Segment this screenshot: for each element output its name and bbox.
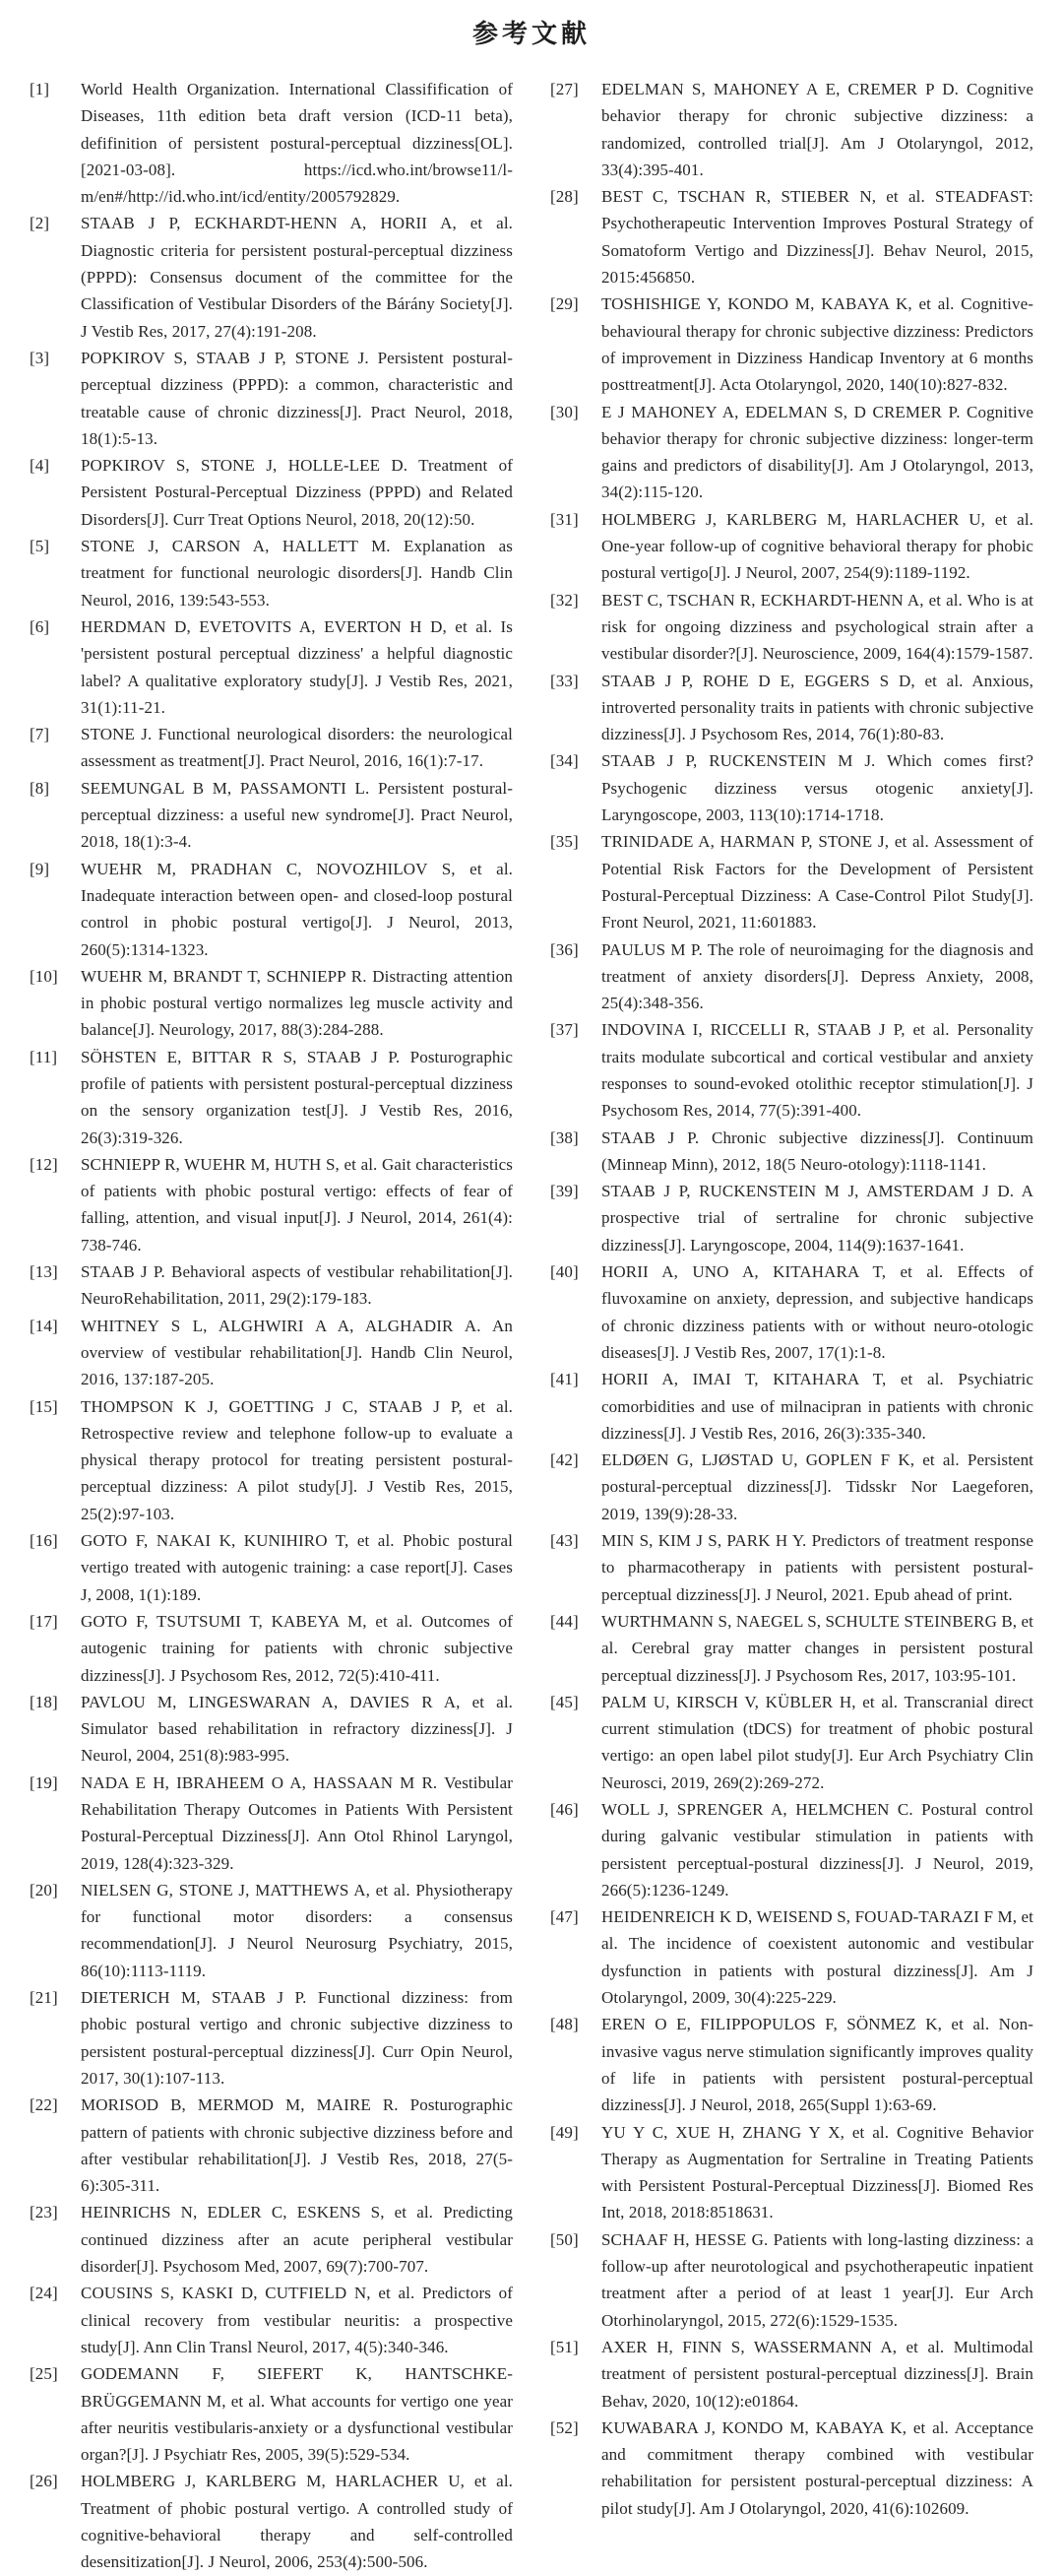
reference-item xyxy=(30,1877,513,1984)
reference-item xyxy=(30,2360,513,2468)
reference-number: [24] xyxy=(30,2284,58,2303)
reference-number: [43] xyxy=(550,1531,579,1551)
reference-text: NIELSEN G, STONE J, MATTHEWS A, et al. Physiotherapy for functional motor disorders: a consensus recommendation[J]. J Neurol Neurosurg Psychiatry, 2015, 86(10):1113-1119. xyxy=(81,1880,513,1980)
reference-text: EDELMAN S, MAHONEY A E, CREMER P D. Cognitive behavior therapy for chronic subjective dizziness: a randomized, controlled trial[J]. Am J Otolaryngol, 2012, 33(4):395-401. xyxy=(601,80,1033,179)
reference-number: [38] xyxy=(550,1127,579,1147)
reference-number: [18] xyxy=(30,1692,58,1711)
reference-text: HEIDENREICH K D, WEISEND S, FOUAD-TARAZI F M, et al. The incidence of coexistent autonomic and vestibular dysfunction in patients with postural dizziness[J]. Am J Otolaryngol, 2009, 30(4):225-229. xyxy=(601,1907,1033,2008)
reference-number: [4] xyxy=(30,456,50,476)
reference-item xyxy=(30,345,513,452)
reference-item xyxy=(550,1689,1033,1796)
reference-number: [26] xyxy=(30,2472,58,2491)
reference-item xyxy=(30,1984,513,2092)
reference-text: STAAB J P, ROHE D E, EGGERS S D, et al. Anxious, introverted personality traits in patients with chronic subjective dizziness[J]. J Psychosom Res, 2014, 76(1):80-83. xyxy=(601,671,1033,744)
reference-number: [40] xyxy=(550,1262,579,1282)
reference-item xyxy=(30,1770,513,1877)
reference-number: [31] xyxy=(550,509,579,529)
reference-text: WUEHR M, BRANDT T, SCHNIEPP R. Distracting attention in phobic postural vertigo normalizes leg muscle activity and balance[J]. Neurology, 2017, 88(3):284-288. xyxy=(81,966,513,1040)
reference-item xyxy=(550,399,1033,506)
reference-text: STONE J, CARSON A, HALLETT M. Explanation as treatment for functional neurologic disorders[J]. Handb Clin Neurol, 2016, 139:543-553. xyxy=(81,537,513,610)
references-columns xyxy=(30,76,1033,2576)
reference-number: [7] xyxy=(30,725,50,744)
reference-item xyxy=(550,1016,1033,1124)
reference-number: [34] xyxy=(550,751,579,771)
reference-item xyxy=(30,1258,513,1313)
reference-item xyxy=(550,1796,1033,1903)
reference-item xyxy=(550,936,1033,1017)
reference-item xyxy=(550,76,1033,183)
reference-number: [28] xyxy=(550,187,579,207)
reference-number: [47] xyxy=(550,1907,579,1927)
reference-number: [16] xyxy=(30,1531,58,1551)
reference-number: [9] xyxy=(30,859,50,878)
reference-text: MORISOD B, MERMOD M, MAIRE R. Posturographic pattern of patients with chronic subjective dizziness before and after vestibular rehabilitation[J]. J Vestib Res, 2018, 27(5-6):305-311. xyxy=(81,2095,513,2196)
references-column-left xyxy=(30,76,513,2576)
reference-text: STAAB J P. Behavioral aspects of vestibular rehabilitation[J]. NeuroRehabilitation, 2011, 29(2):179-183. xyxy=(81,1262,513,1309)
reference-number: [10] xyxy=(30,966,58,986)
reference-text: HOLMBERG J, KARLBERG M, HARLACHER U, et al. Treatment of phobic postural vertigo. A controlled study of cognitive-behavioral therapy and self-controlled desensitization[J]. J Neurol, 2006, 253(4):500-506. xyxy=(81,2472,513,2572)
reference-item xyxy=(30,1527,513,1608)
reference-text: World Health Organization. International Classifification of Diseases, 11th edition beta draft version (ICD-11 beta), defifinition of persistent postural-perceptual dizziness[OL]. [2021-03-08]. https://icd.who.int/browse11/l-m/en#/http://id.who.int/icd/entity/2005792829. xyxy=(81,80,513,207)
reference-number: [46] xyxy=(550,1800,579,1819)
reference-item xyxy=(30,613,513,721)
reference-item xyxy=(30,2468,513,2575)
reference-number: [11] xyxy=(30,1047,58,1066)
reference-text: THOMPSON K J, GOETTING J C, STAAB J P, et al. Retrospective review and telephone follow-up to evaluate a physical therapy protocol for treating persistent postural-perceptual dizziness: A pilot study[J]. J Vestib Res, 2015, 25(2):97-103. xyxy=(81,1396,513,1523)
reference-number: [49] xyxy=(550,2122,579,2142)
reference-text: KUWABARA J, KONDO M, KABAYA K, et al. Acceptance and commitment therapy combined with vestibular rehabilitation for persistent postural-perceptual dizziness: A pilot study[J]. Am J Otolaryngol, 2020, 41(6):102609. xyxy=(601,2417,1033,2518)
reference-text: DIETERICH M, STAAB J P. Functional dizziness: from phobic postural vertigo and chronic subjective dizziness to persistent postural-perceptual dizziness[J]. Curr Opin Neurol, 2017, 30(1):107-113. xyxy=(81,1988,513,2088)
reference-item xyxy=(550,1125,1033,1179)
reference-item xyxy=(30,775,513,856)
reference-number: [19] xyxy=(30,1772,58,1792)
reference-text: HERDMAN D, EVETOVITS A, EVERTON H D, et al. Is 'persistent postural perceptual dizziness' a helpful diagnostic label? A qualitative exploratory study[J]. J Vestib Res, 2021, 31(1):11-21. xyxy=(81,616,513,717)
reference-number: [21] xyxy=(30,1988,58,2008)
reference-text: EREN O E, FILIPPOPULOS F, SÖNMEZ K, et al. Non-invasive vagus nerve stimulation significantly improves quality of life in patients with persistent postural-perceptual dizziness[J]. J Neurol, 2018, 265(Suppl 1):63-69. xyxy=(601,2015,1033,2115)
reference-number: [1] xyxy=(30,80,50,98)
reference-number: [15] xyxy=(30,1396,58,1416)
reference-number: [27] xyxy=(550,80,579,98)
reference-item xyxy=(30,210,513,344)
reference-item xyxy=(30,1393,513,1527)
reference-text: BEST C, TSCHAN R, STIEBER N, et al. STEADFAST: Psychotherapeutic Intervention Improves Postural Strategy of Somatoform Vertigo and Dizziness[J]. Behav Neurol, 2015, 2015:456850. xyxy=(601,187,1033,288)
reference-text: WHITNEY S L, ALGHWIRI A A, ALGHADIR A. An overview of vestibular rehabilitation[J]. Handb Clin Neurol, 2016, 137:187-205. xyxy=(81,1316,513,1389)
reference-number: [25] xyxy=(30,2364,58,2384)
reference-text: TOSHISHIGE Y, KONDO M, KABAYA K, et al. Cognitive-behavioural therapy for chronic subjective dizziness: Predictors of improvement in Dizziness Handicap Inventory at 6 months posttreatment[J]. Acta Otolaryngol, 2020, 140(10):827-832. xyxy=(601,294,1033,395)
reference-item xyxy=(30,452,513,533)
reference-item xyxy=(30,1608,513,1689)
reference-text: WURTHMANN S, NAEGEL S, SCHULTE STEINBERG B, et al. Cerebral gray matter changes in persistent postural perceptual dizziness[J]. J Psychosom Res, 2017, 103:95-101. xyxy=(601,1611,1033,1685)
reference-number: [42] xyxy=(550,1450,579,1470)
page-title: 参考文献 xyxy=(471,19,591,48)
reference-item xyxy=(550,747,1033,828)
reference-item xyxy=(550,1258,1033,1366)
reference-text: POPKIROV S, STONE J, HOLLE-LEE D. Treatment of Persistent Postural-Perceptual Dizziness (PPPD) and Related Disorders[J]. Curr Treat Options Neurol, 2018, 20(12):50. xyxy=(81,456,513,529)
reference-number: [22] xyxy=(30,2095,58,2115)
reference-item xyxy=(30,1313,513,1393)
reference-text: GOTO F, NAKAI K, KUNIHIRO T, et al. Phobic postural vertigo treated with autogenic training: a case report[J]. Cases J, 2008, 1(1):189. xyxy=(81,1531,513,1604)
reference-number: [13] xyxy=(30,1262,58,1282)
reference-item xyxy=(550,2334,1033,2415)
reference-text: PALM U, KIRSCH V, KÜBLER H, et al. Transcranial direct current stimulation (tDCS) for treatment of phobic postural vertigo: an open label pilot study[J]. Eur Arch Psychiatry Clin Neurosci, 2019, 269(2):269-272. xyxy=(601,1692,1033,1792)
reference-item xyxy=(550,2415,1033,2522)
reference-number: [5] xyxy=(30,537,50,556)
reference-text: HORII A, UNO A, KITAHARA T, et al. Effects of fluvoxamine on anxiety, depression, and subjective handicaps of chronic dizziness patients with or without neuro-otologic diseases[J]. J Vestib Res, 2007, 17(1):1-8. xyxy=(601,1262,1033,1362)
reference-item xyxy=(550,587,1033,668)
reference-number: [36] xyxy=(550,939,579,959)
reference-number: [3] xyxy=(30,348,50,367)
reference-text: STAAB J P, RUCKENSTEIN M J. Which comes first? Psychogenic dizziness versus otogenic anxiety[J]. Laryngoscope, 2003, 113(10):1714-1718. xyxy=(601,751,1033,825)
reference-text: AXER H, FINN S, WASSERMANN A, et al. Multimodal treatment of persistent postural-perceptual dizziness[J]. Brain Behav, 2020, 10(12):e01864. xyxy=(601,2337,1033,2411)
reference-number: [20] xyxy=(30,1880,58,1900)
reference-item xyxy=(550,183,1033,290)
reference-item xyxy=(30,856,513,963)
reference-text: SÖHSTEN E, BITTAR R S, STAAB J P. Posturographic profile of patients with persistent postural-perceptual dizziness on the sensory organization test[J]. J Vestib Res, 2016, 26(3):319-326. xyxy=(81,1047,513,1147)
reference-text: SCHAAF H, HESSE G. Patients with long-lasting dizziness: a follow-up after neurotological and psychotherapeutic inpatient treatment after a period of at least 1 year[J]. Eur Arch Otorhinolaryngol, 2015, 272(6):1529-1535. xyxy=(601,2229,1033,2330)
reference-number: [30] xyxy=(550,402,579,421)
reference-text: YU Y C, XUE H, ZHANG Y X, et al. Cognitive Behavior Therapy as Augmentation for Sertraline in Treating Patients with Persistent Postural-Perceptual Dizziness[J]. Biomed Res Int, 2018, 2018:8518631. xyxy=(601,2122,1033,2222)
reference-text: ELDØEN G, LJØSTAD U, GOPLEN F K, et al. Persistent postural-perceptual dizziness[J]. Tidsskr Nor Laegeforen, 2019, 139(9):28-33. xyxy=(601,1450,1033,1523)
reference-number: [29] xyxy=(550,294,579,314)
reference-number: [17] xyxy=(30,1611,58,1631)
reference-item xyxy=(30,963,513,1044)
reference-text: TRINIDADE A, HARMAN P, STONE J, et al. Assessment of Potential Risk Factors for the Development of Persistent Postural-Perceptual Dizziness: A Case-Control Pilot Study[J]. Front Neurol, 2021, 11:601883. xyxy=(601,832,1033,933)
reference-item xyxy=(550,1527,1033,1608)
reference-number: [2] xyxy=(30,214,50,233)
reference-item xyxy=(30,76,513,210)
reference-item xyxy=(30,2092,513,2199)
reference-number: [8] xyxy=(30,778,50,798)
reference-number: [12] xyxy=(30,1154,58,1174)
reference-text: STAAB J P. Chronic subjective dizziness[J]. Continuum (Minneap Minn), 2012, 18(5 Neuro-otology):1118-1141. xyxy=(601,1127,1033,1174)
reference-item xyxy=(30,1044,513,1151)
reference-number: [48] xyxy=(550,2015,579,2034)
reference-item xyxy=(550,668,1033,748)
reference-item xyxy=(30,721,513,775)
reference-number: [39] xyxy=(550,1182,579,1201)
reference-number: [51] xyxy=(550,2337,579,2356)
reference-item xyxy=(30,2280,513,2360)
reference-item xyxy=(550,506,1033,587)
reference-text: SCHNIEPP R, WUEHR M, HUTH S, et al. Gait characteristics of patients with phobic postural vertigo: effects of fear of falling, attention, and visual input[J]. J Neurol, 2014, 261(4): 738-746. xyxy=(81,1154,513,1255)
reference-text: NADA E H, IBRAHEEM O A, HASSAAN M R. Vestibular Rehabilitation Therapy Outcomes in Patients With Persistent Postural-Perceptual Dizziness[J]. Ann Otol Rhinol Laryngol, 2019, 128(4):323-329. xyxy=(81,1772,513,1873)
reference-number: [14] xyxy=(30,1316,58,1335)
reference-item xyxy=(550,1608,1033,1689)
reference-item xyxy=(550,2119,1033,2226)
reference-number: [41] xyxy=(550,1370,579,1389)
reference-number: [33] xyxy=(550,671,579,690)
reference-number: [44] xyxy=(550,1611,579,1631)
reference-text: SEEMUNGAL B M, PASSAMONTI L. Persistent postural-perceptual dizziness: a useful new syndrome[J]. Pract Neurol, 2018, 18(1):3-4. xyxy=(81,778,513,852)
reference-number: [23] xyxy=(30,2203,58,2222)
reference-text: GODEMANN F, SIEFERT K, HANTSCHKE-BRÜGGEMANN M, et al. What accounts for vertigo one year after neuritis vestibularis-anxiety or a dysfunctional vestibular organ?[J]. J Psychiatr Res, 2005, 39(5):529-534. xyxy=(81,2364,513,2465)
reference-text: POPKIROV S, STAAB J P, STONE J. Persistent postural-perceptual dizziness (PPPD): a common, characteristic and treatable cause of chronic dizziness[J]. Pract Neurol, 2018, 18(1):5-13. xyxy=(81,348,513,448)
references-column-right xyxy=(550,76,1033,2522)
reference-text: MIN S, KIM J S, PARK H Y. Predictors of treatment response to pharmacotherapy in patients with persistent postural-perceptual dizziness[J]. J Neurol, 2021. Epub ahead of print. xyxy=(601,1531,1033,1604)
reference-item xyxy=(30,1689,513,1770)
reference-text: STAAB J P, RUCKENSTEIN M J, AMSTERDAM J D. A prospective trial of sertraline for chronic subjective dizziness[J]. Laryngoscope, 2004, 114(9):1637-1641. xyxy=(601,1182,1033,1255)
reference-text: STAAB J P, ECKHARDT-HENN A, HORII A, et al. Diagnostic criteria for persistent postural-perceptual dizziness (PPPD): Consensus document of the committee for the Classification of Vestibular Disorders of the Bárány Society[J]. J Vestib Res, 2017, 27(4):191-208. xyxy=(81,214,513,341)
reference-item xyxy=(550,1178,1033,1258)
reference-text: INDOVINA I, RICCELLI R, STAAB J P, et al. Personality traits modulate subcortical and cortical vestibular and anxiety responses to sound-evoked otolithic receptor stimulation[J]. J Psychosom Res, 2014, 77(5):391-400. xyxy=(601,1020,1033,1121)
reference-item xyxy=(30,2199,513,2280)
reference-number: [35] xyxy=(550,832,579,852)
reference-item xyxy=(550,1366,1033,1447)
reference-text: GOTO F, TSUTSUMI T, KABEYA M, et al. Outcomes of autogenic training for patients with chronic subjective dizziness[J]. J Psychosom Res, 2012, 72(5):410-411. xyxy=(81,1611,513,1685)
reference-text: HOLMBERG J, KARLBERG M, HARLACHER U, et al. One-year follow-up of cognitive behavioral therapy for phobic postural vertigo[J]. J Neurol, 2007, 254(9):1189-1192. xyxy=(601,509,1033,583)
reference-item xyxy=(550,2226,1033,2334)
reference-item xyxy=(550,2011,1033,2118)
reference-text: E J MAHONEY A, EDELMAN S, D CREMER P. Cognitive behavior therapy for chronic subjective dizziness: longer-term gains and predictors of disability[J]. Am J Otolaryngol, 2013, 34(2):115-120. xyxy=(601,402,1033,502)
reference-item xyxy=(550,290,1033,398)
reference-item xyxy=(550,1447,1033,1527)
reference-item xyxy=(30,533,513,613)
reference-item xyxy=(550,1903,1033,2011)
reference-text: PAULUS M P. The role of neuroimaging for the diagnosis and treatment of anxiety disorders[J]. Depress Anxiety, 2008, 25(4):348-356. xyxy=(601,939,1033,1013)
reference-item xyxy=(550,828,1033,935)
reference-number: [32] xyxy=(550,590,579,610)
reference-text: WOLL J, SPRENGER A, HELMCHEN C. Postural control during galvanic vestibular stimulation in patients with persistent perceptual-postural dizziness[J]. J Neurol, 2019, 266(5):1236-1249. xyxy=(601,1800,1033,1900)
reference-text: BEST C, TSCHAN R, ECKHARDT-HENN A, et al. Who is at risk for ongoing dizziness and psychological strain after a vestibular disorder?[J]. Neuroscience, 2009, 164(4):1579-1587. xyxy=(601,590,1033,664)
reference-text: HEINRICHS N, EDLER C, ESKENS S, et al. Predicting continued dizziness after an acute peripheral vestibular disorder[J]. Psychosom Med, 2007, 69(7):700-707. xyxy=(81,2203,513,2277)
reference-text: HORII A, IMAI T, KITAHARA T, et al. Psychiatric comorbidities and use of milnacipran in patients with chronic dizziness[J]. J Vestib Res, 2016, 26(3):335-340. xyxy=(601,1370,1033,1443)
reference-number: [52] xyxy=(550,2417,579,2437)
reference-text: COUSINS S, KASKI D, CUTFIELD N, et al. Predictors of clinical recovery from vestibular neuritis: a prospective study[J]. Ann Clin Transl Neurol, 2017, 4(5):340-346. xyxy=(81,2284,513,2356)
reference-text: WUEHR M, PRADHAN C, NOVOZHILOV S, et al. Inadequate interaction between open- and closed-loop postural control in phobic postural vertigo[J]. J Neurol, 2013, 260(5):1314-1323. xyxy=(81,859,513,959)
reference-number: [37] xyxy=(550,1020,579,1040)
reference-text: PAVLOU M, LINGESWARAN A, DAVIES R A, et al. Simulator based rehabilitation in refractory dizziness[J]. J Neurol, 2004, 251(8):983-995. xyxy=(81,1692,513,1766)
reference-text: STONE J. Functional neurological disorders: the neurological assessment as treatment[J]. Pract Neurol, 2016, 16(1):7-17. xyxy=(81,725,513,771)
reference-number: [6] xyxy=(30,616,50,636)
reference-item xyxy=(30,1151,513,1258)
reference-number: [50] xyxy=(550,2229,579,2249)
reference-number: [45] xyxy=(550,1692,579,1711)
